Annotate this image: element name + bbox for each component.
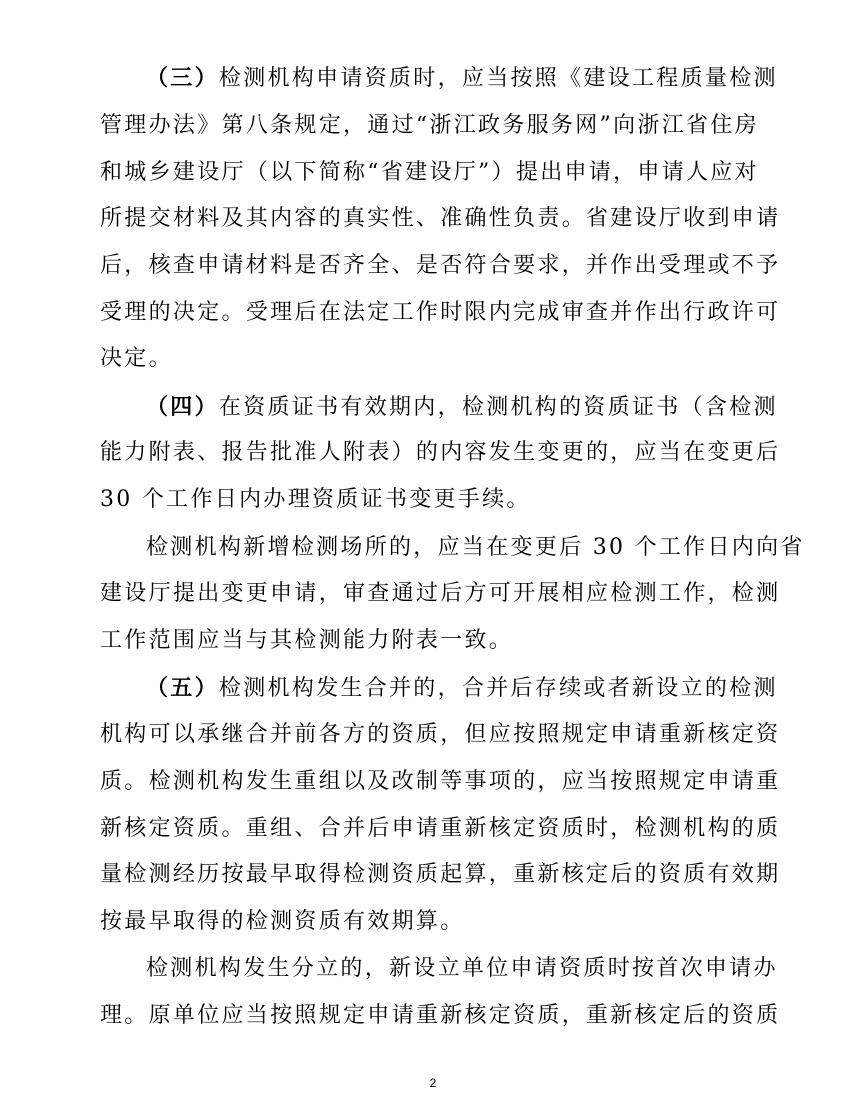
section-heading-5: （五）	[146, 675, 219, 701]
paragraph-text: 检测机构申请资质时，应当按照《建设工程质量检测	[218, 66, 778, 91]
paragraph-3-line-7: 决定。	[100, 346, 173, 371]
paragraph-5-line-2: 机构可以承继合并前各方的资质，但应按照规定申请重新核定资	[100, 722, 781, 747]
paragraph-4-line-2: 能力附表、报告批准人附表）的内容发生变更的，应当在变更后	[100, 440, 781, 465]
paragraph-text: 在资质证书有效期内，检测机构的资质证书（含检测	[218, 395, 778, 420]
page-number: 2	[429, 1076, 437, 1090]
paragraph-5-line-5: 量检测经历按最早取得检测资质起算，重新核定后的资质有效期	[100, 862, 781, 887]
paragraph-3-line-4: 所提交材料及其内容的真实性、准确性负责。省建设厅收到申请	[100, 206, 781, 231]
paragraph-4-line-1	[146, 392, 778, 422]
paragraph-3-line-3: 和城乡建设厅（以下简称“省建设厅”）提出申请，申请人应对	[100, 160, 759, 185]
paragraph-split-line-1: 检测机构发生分立的，新设立单位申请资质时按首次申请办	[146, 956, 778, 981]
paragraph-3-line-6: 受理的决定。受理后在法定工作时限内完成审查并作出行政许可	[100, 300, 781, 325]
paragraph-new-site-line-1: 检测机构新增检测场所的，应当在变更后 30 个工作日内向省	[146, 535, 805, 560]
paragraph-4-line-3: 30 个工作日内办理资质证书变更手续。	[100, 487, 531, 512]
paragraph-new-site-line-3: 工作范围应当与其检测能力附表一致。	[100, 628, 514, 653]
paragraph-3-line-2: 管理办法》第八条规定，通过“浙江政务服务网”向浙江省住房	[100, 113, 759, 138]
paragraph-3-line-1	[146, 63, 778, 93]
paragraph-text: 检测机构发生合并的，合并后存续或者新设立的检测	[218, 676, 778, 701]
paragraph-3-line-5: 后，核查申请材料是否齐全、是否符合要求，并作出受理或不予	[100, 253, 781, 278]
section-heading-3: （三）	[146, 65, 219, 91]
paragraph-split-line-2: 理。原单位应当按照规定申请重新核定资质，重新核定后的资质	[100, 1003, 781, 1028]
paragraph-5-line-6: 按最早取得的检测资质有效期算。	[100, 909, 465, 934]
paragraph-new-site-line-2: 建设厅提出变更申请，审查通过后方可开展相应检测工作，检测	[100, 581, 781, 606]
section-heading-4: （四）	[146, 394, 219, 420]
paragraph-5-line-4: 新核定资质。重组、合并后申请重新核定资质时，检测机构的质	[100, 816, 781, 841]
paragraph-5-line-1	[146, 673, 778, 703]
paragraph-5-line-3: 质。检测机构发生重组以及改制等事项的，应当按照规定申请重	[100, 769, 781, 794]
